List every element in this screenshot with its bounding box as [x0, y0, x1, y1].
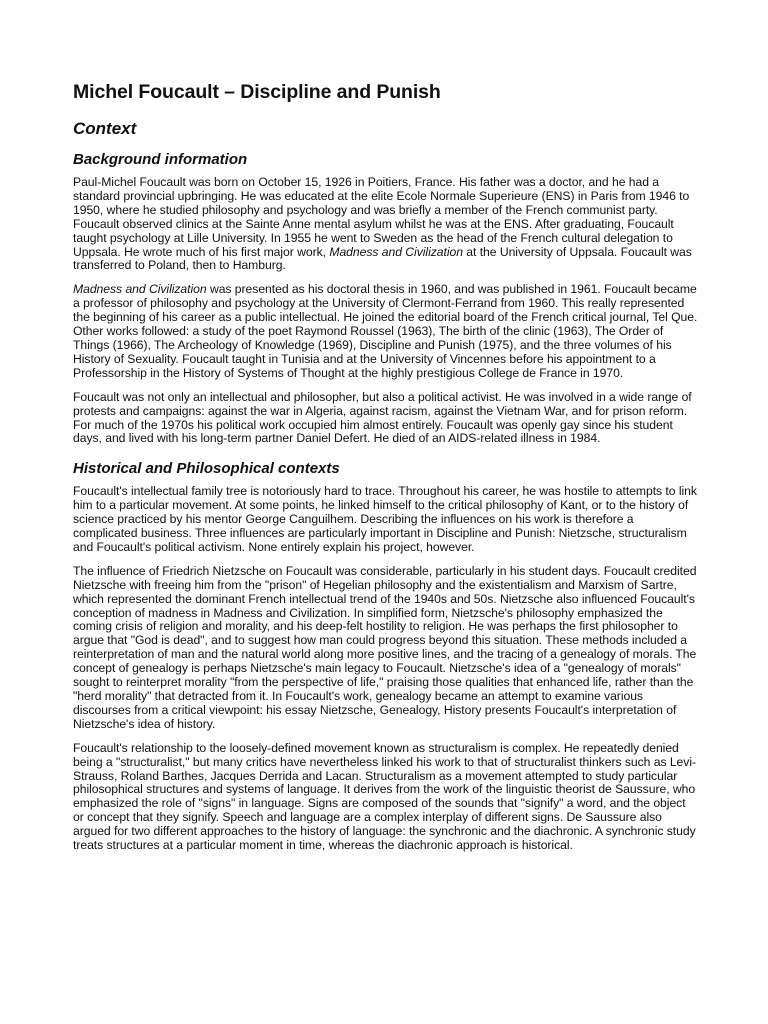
- paragraph-text: Paul-Michel Foucault was born on October 15, 1926 in Poitiers, France. His father was a doctor, and he had a standard provincial upbringing. He was educated at the elite Ecole Normale Superieure (ENS) in Paris from 1946 to 1950, where he studied philosophy and psychology and was briefly a member of the French communist party. Foucault observed clinics at the Sainte Anne mental asylum whilst he was at the ENS. After graduating, Foucault taught psychology at Lille University. In 1955 he went to Sweden as the head of the French cultural delegation to Uppsala. He wrote much of his first major work,: [73, 175, 690, 259]
- background-paragraph-3: Foucault was not only an intellectual and philosopher, but also a political activist. He was involved in a wide range of protests and campaigns: against the war in Algeria, against racism, against the Vietnam War, and for prison reform. For much of the 1970s his political work occupied him almost entirely. Foucault was openly gay since his student days, and lived with his long-term partner Daniel Defert. He died of an AIDS-related illness in 1984.: [73, 389, 692, 446]
- section-heading-context: Context: [73, 119, 137, 138]
- paragraph-text: was presented as his doctoral thesis in 1960, and was published in 1961. Foucault became a professor of philosophy and psychology at the University of Clermont-Ferrand from 1960. This really represented the beginning of his career as a public intellectual. He joined the editorial board of the French critical journal, Tel Que. Other works followed: a study of the poet Raymond Roussel (1963), The birth of the clinic (1963), The Order of Things (1966), The Archeology of Knowledge (1969), Discipline and Punish (1975), and the three volumes of his History of Sexuality. Foucault taught in Tunisia and at the University of Vincennes before his appointment to a Professorship in the History of Systems of Thought at the highly prestigious College de France in 1970.: [73, 282, 698, 380]
- paragraph-text: at the University of Uppsala. Foucault was transferred to Poland, then to Hamburg.: [73, 244, 692, 273]
- book-title-madness: Madness and Civilization: [329, 244, 463, 259]
- book-title-madness: Madness and Civilization: [73, 282, 207, 297]
- historical-paragraph-1: Foucault's intellectual family tree is notoriously hard to trace. Throughout his career, he was hostile to attempts to link him to a particular movement. At some points, he linked himself to the critical philosophy of Kant, or to the history of science practiced by his mentor George Canguilhem. Describing the influences on his work is therefore a complicated business. Three influences are particularly important in Discipline and Punish: Nietzsche, structuralism and Foucault's political activism. None entirely explain his project, however.: [73, 484, 697, 554]
- subheading-background: Background information: [73, 151, 248, 168]
- historical-paragraph-2: The influence of Friedrich Nietzsche on Foucault was considerable, particularly in his student days. Foucault credited Nietzsche with freeing him from the "prison" of Hegelian philosophy and the existentialism and Marxism of Sartre, which represented the dominant French intellectual trend of the 1940s and 50s. Nietzsche also influenced Foucault's conception of madness in Madness and Civilization. In simplified form, Nietzsche's philosophy emphasized the coming crisis of religion and morality, and his deep-felt hostility to religion. He was perhaps the first philosopher to argue that "God is dead", and to suggest how man could progress beyond this situation. These methods included a reinterpretation of man and the natural world along more positive lines, and the tracing of a genealogy of morals. The concept of genealogy is perhaps Nietzsche's main legacy to Foucault. Nietzsche's idea of a "genealogy of morals" sought to reinterpret morality "from the perspective of life," praising those qualities that enhanced life, rather than the "herd morality" that detracted from it. In Foucault's work, genealogy became an attempt to examine various discourses from a critical viewpoint: his essay Nietzsche, Genealogy, History presents Foucault's interpretation of Nietzsche's idea of history.: [73, 563, 697, 731]
- background-paragraph-1: [73, 176, 698, 273]
- background-paragraph-2: [73, 283, 698, 380]
- historical-paragraph-3: Foucault's relationship to the loosely-defined movement known as structuralism is complex. He repeatedly denied being a "structuralist," but many critics have nevertheless linked his work to that of structuralist thinkers such as Levi- Strauss, Roland Barthes, Jacques Derrida and Lacan. Structuralism as a movement attempted to study particular philosophical structures and systems of language. It derives from the work of the linguistic theorist de Saussure, who emphasized the role of "signs" in language. Signs are composed of the sounds that "signify" a word, and the object or concept that they signify. Speech and language are a complex interplay of different signs. De Saussure also argued for two different approaches to the history of language: the synchronic and the diachronic. A synchronic study treats structures at a particular moment in time, whereas the diachronic approach is historical.: [73, 740, 696, 853]
- document-title: Michel Foucault – Discipline and Punish: [73, 81, 441, 103]
- subheading-historical: Historical and Philosophical contexts: [73, 460, 340, 478]
